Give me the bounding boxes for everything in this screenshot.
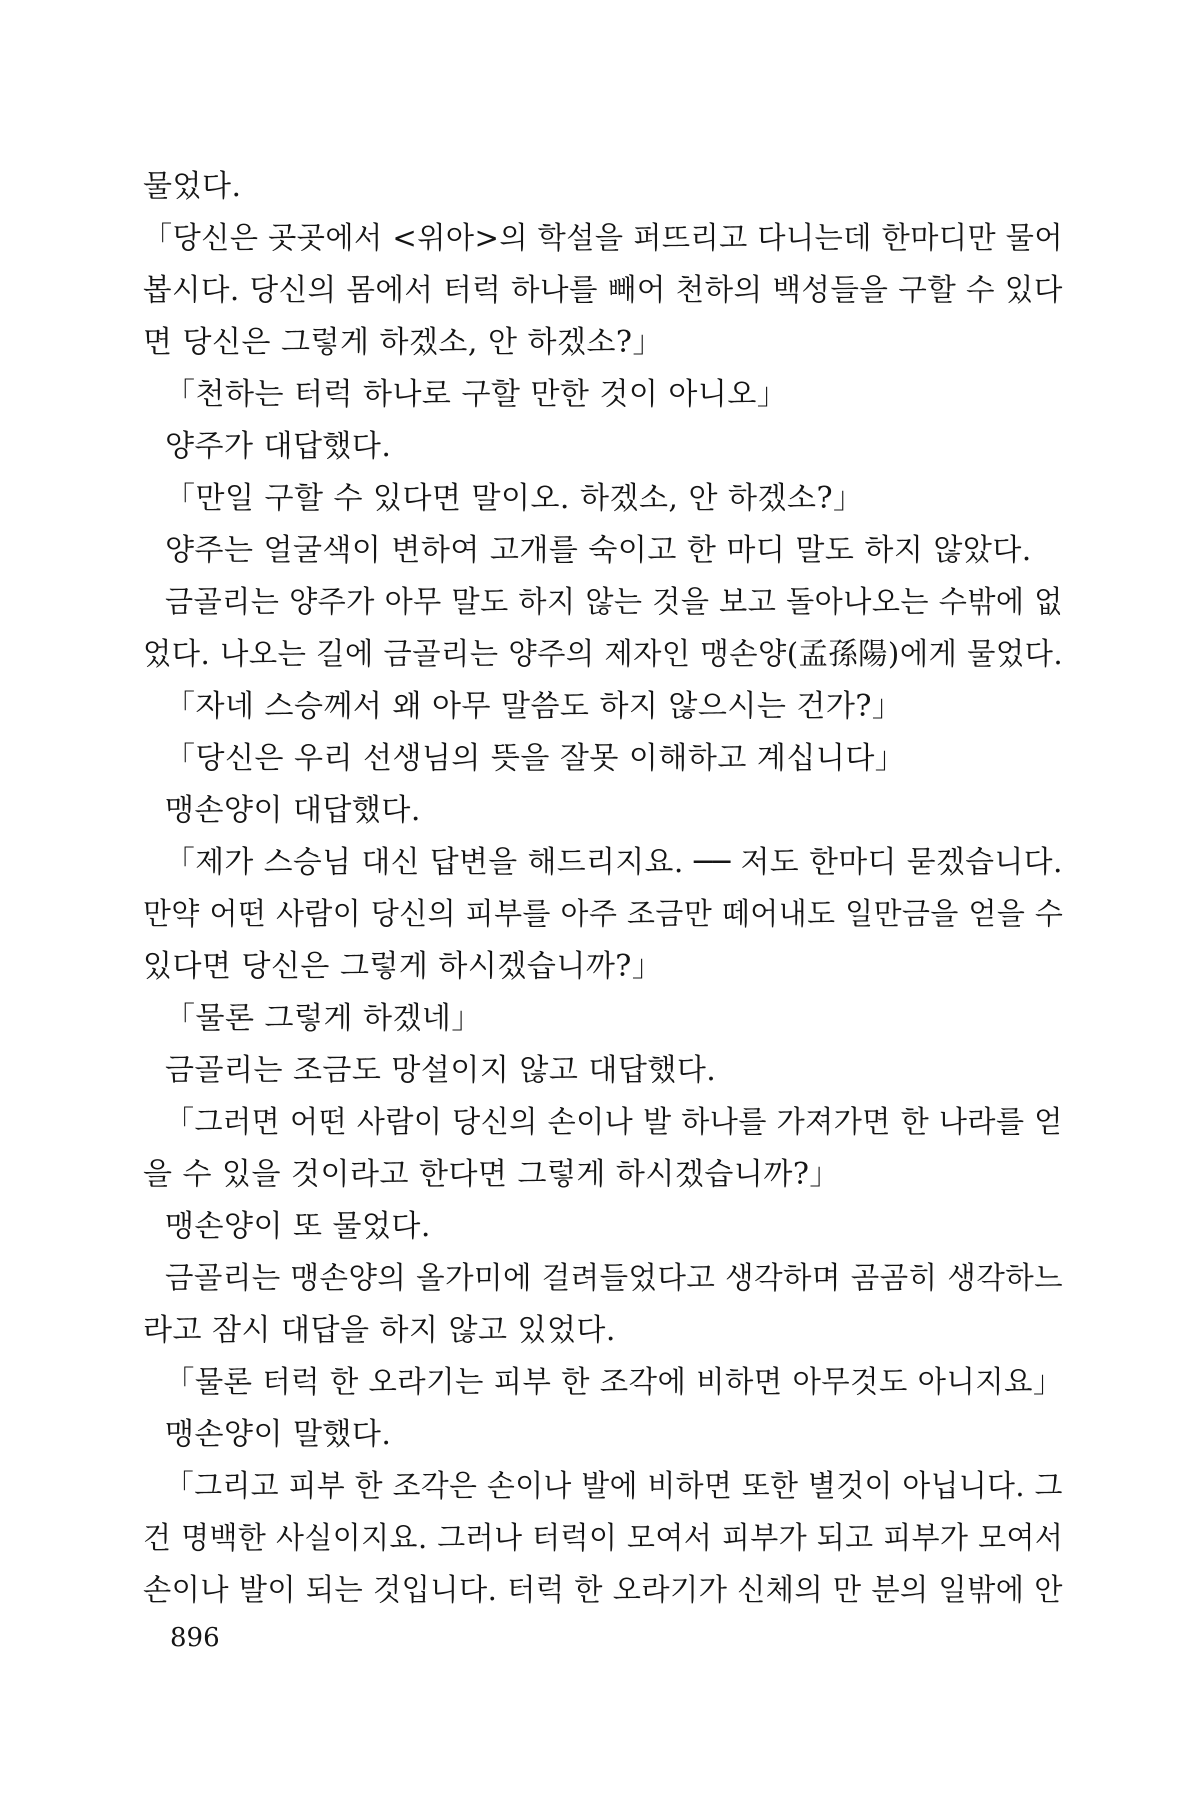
text-line: 맹손양이 말했다. — [165, 1417, 392, 1452]
text-line: 면 당신은 그렇게 하겠소, 안 하겠소?」 — [143, 325, 664, 360]
text-line: 「당신은 곳곳에서 <위아>의 학설을 퍼뜨리고 다니는데 한마디만 물어 — [143, 221, 1064, 256]
text-line: 「물론 터럭 한 오라기는 피부 한 조각에 비하면 아무것도 아니지요」 — [165, 1365, 1063, 1400]
text-line: 있다면 당신은 그렇게 하시겠습니까?」 — [143, 949, 663, 984]
text-line: 금골리는 조금도 망설이지 않고 대답했다. — [165, 1053, 717, 1088]
text-line: 「당신은 우리 선생님의 뜻을 잘못 이해하고 계십니다」 — [165, 741, 906, 776]
text-line: 을 수 있을 것이라고 한다면 그렇게 하시겠습니까?」 — [143, 1157, 840, 1192]
text-line: 었다. 나오는 길에 금골리는 양주의 제자인 맹손양(孟孫陽)에게 물었다. — [143, 637, 1064, 672]
page-number: 896 — [170, 1623, 220, 1653]
text-line: 「만일 구할 수 있다면 말이오. 하겠소, 안 하겠소?」 — [165, 481, 864, 516]
text-line: 「제가 스승님 대신 답변을 해드리지요. ── 저도 한마디 묻겠습니다. — [165, 845, 1064, 880]
text-line: 「그러면 어떤 사람이 당신의 손이나 발 하나를 가져가면 한 나라를 얻 — [165, 1105, 1063, 1140]
text-line: 「자네 스승께서 왜 아무 말씀도 하지 않으시는 건가?」 — [165, 689, 903, 724]
text-line: 「천하는 터럭 하나로 구할 만한 것이 아니오」 — [165, 377, 788, 412]
text-line: 맹손양이 또 물었다. — [165, 1209, 431, 1244]
text-line: 양주는 얼굴색이 변하여 고개를 숙이고 한 마디 말도 하지 않았다. — [165, 533, 1032, 568]
text-line: 맹손양이 대답했다. — [165, 793, 421, 828]
text-line: 「물론 그렇게 하겠네」 — [165, 1001, 482, 1036]
text-line: 봅시다. 당신의 몸에서 터럭 하나를 빼어 천하의 백성들을 구할 수 있다 — [143, 273, 1063, 308]
text-line: 금골리는 맹손양의 올가미에 걸려들었다고 생각하며 곰곰히 생각하느 — [165, 1261, 1064, 1296]
text-line: 물었다. — [143, 169, 242, 204]
text-line: 「그리고 피부 한 조각은 손이나 발에 비하면 또한 별것이 아닙니다. 그 — [165, 1469, 1063, 1504]
text-line: 손이나 발이 되는 것입니다. 터럭 한 오라기가 신체의 만 분의 일밖에 안 — [143, 1573, 1063, 1608]
text-line: 라고 잠시 대답을 하지 않고 있었다. — [143, 1313, 616, 1348]
text-line: 건 명백한 사실이지요. 그러나 터럭이 모여서 피부가 되고 피부가 모여서 — [143, 1521, 1064, 1556]
text-line: 만약 어떤 사람이 당신의 피부를 아주 조금만 떼어내도 일만금을 얻을 수 — [143, 897, 1064, 932]
text-line: 금골리는 양주가 아무 말도 하지 않는 것을 보고 돌아나오는 수밖에 없 — [165, 585, 1063, 620]
text-line: 양주가 대답했다. — [165, 429, 392, 464]
